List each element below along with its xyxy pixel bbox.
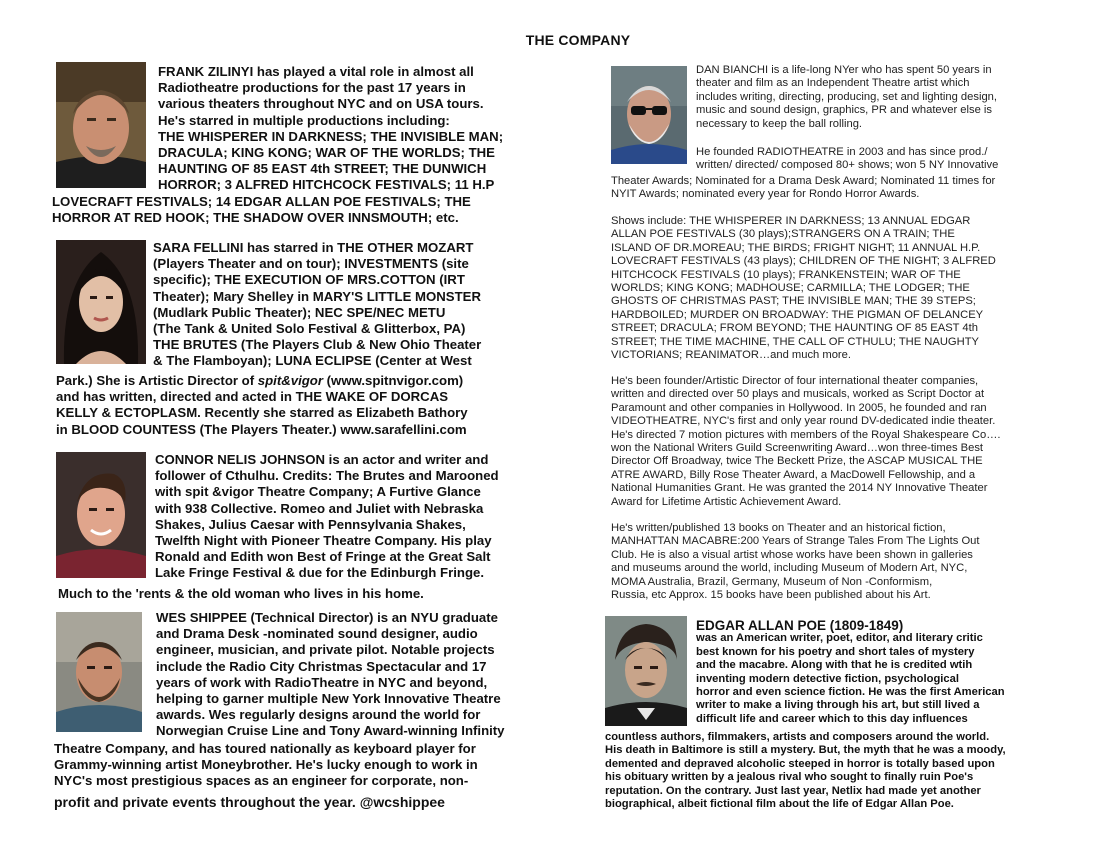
sara-fellini-bio: SARA FELLINI has starred in THE OTHER MOZART (Players Theater and on tour); INVESTMENTS (site specific); THE EXECUTION OF MRS.COTTON (IRT Theater); Mary Shelley in MARY'S LITTLE MONSTER (Mudlark Public Theater); NEC SPE/NEC METU (The Tank & United Solo Festival & Glitterbox, PA) THE BRUTES (The Players Club & New Ohio Theater & The Flamboyan); LUNA ECLIPSE (Center at West: [153, 240, 482, 369]
edgar-allan-poe-bio-continued: countless authors, filmmakers, artists and composers around the world. His death in Baltimore is still a mystery. But, the myth that he was a moody, demented and depraved alcoholic steeped in horror is totally based upon his obituary written by a jealous rival who sought to finally ruin Poe's reputation. On the contrary. Just last year, Netlix had made yet another biographical, albeit fictional film about the life of Edgar Allan Poe.: [605, 731, 1006, 811]
dan-bianchi-bio-awards: Theater Awards; Nominated for a Drama Desk Award; Nominated 11 times for NYIT Awards; nominated every year for Rondo Horror Awards.: [611, 175, 996, 201]
frank-zilinyi-bio: FRANK ZILINYI has played a vital role in almost all Radiotheatre productions for the past 17 years in various theaters throughout NYC and on USA tours. He's starred in multiple productions including: THE WHISPERER IN DARKNESS; THE INVISIBLE MAN; DRACULA; KING KONG; WAR OF THE WORLDS; THE HAUNTING OF 85 EAST 4th STREET; THE DUNWICH HORROR; 3 ALFRED HITCHCOCK FESTIVALS; 11 H.P: [158, 64, 504, 193]
wes-shippee-bio: WES SHIPPEE (Technical Director) is an NYU graduate and Drama Desk -nominated sound designer, audio engineer, musician, and private pilot. Notable projects include the Radio City Christmas Spectacular and 17 years of work with RadioTheatre in NYC and beyond, helping to garner multiple New York Innovative Theatre awards. Wes regularly designs around the world for Norwegian Cruise Line and Tony Award-winning Infinity: [156, 610, 505, 739]
wes-shippee-photo: [56, 612, 142, 732]
dan-bianchi-bio-shows: Shows include: THE WHISPERER IN DARKNESS; 13 ANNUAL EDGAR ALLAN POE FESTIVALS (30 plays);STRANGERS ON A TRAIN; THE ISLAND OF DR.MOREAU; THE BIRDS; FRIGHT NIGHT; 11 ANNUAL H.P. LOVECRAFT FESTIVALS (43 plays); CHILDREN OF THE NIGHT; 3 ALFRED HITCHCOCK FESTIVALS (10 plays); FRANKENSTEIN; WAR OF THE WORLDS; KING KONG; MADHOUSE; CARMILLA; THE LODGER; THE GHOSTS OF CHRISTMAS PAST; THE INVISIBLE MAN; THE 39 STEPS; HARDBOILED; MURDER ON BROADWAY: THE PIGMAN OF DELANCEY STREET; DRACULA; FROM BEYOND; THE HAUNTING OF 85 EAST 4th STREET; THE TIME MACHINE, THE CALL OF CTHULU; THE NAUGHTY VICTORIANS; REANIMATOR…and much more.: [611, 215, 996, 362]
dan-bianchi-bio-books: He's written/published 13 books on Theater and an historical fiction, MANHATTAN MACABRE:200 Years of Strange Tales From The Lights Out Club. He is also a visual artist whose works have been shown in galleries and museums around the world, including Museum of Modern Art, NYC, MOMA Australia, Brazil, Germany, Museum of Non -Conformism, Russia, etc Approx. 15 books have been published about his Art.: [611, 522, 980, 602]
dan-bianchi-bio-career: He's been founder/Artistic Director of four international theater companies, written and directed over 50 plays and musicals, worked as Script Doctor at Paramount and other companies in Hollywood. In 2005, he founded and ran VIDEOTHEATRE, NYC's first and only year round DV-dedicated indie theater. He's directed 7 motion pictures with members of the Royal Shakespeare Co…. won the National Writers Guild Screenwriting Award…won three-times Best Director Off Broadway, twice The Beckett Prize, the ASCAP MUSICAL THE ATRE AWARD, Billy Rose Theater Award, a MacDowell Fellowship, and a National Humanities Grant. He was granted the 2014 NY Innovative Theater Award for Lifetime Artistic Achievement Award.: [611, 375, 1001, 508]
dan-bianchi-bio-founded: He founded RADIOTHEATRE in 2003 and has since prod./ written/ directed/ composed 80+ shows; won 5 NY Innovative: [696, 146, 999, 172]
connor-nelis-johnson-photo: [56, 452, 146, 578]
sara-fellini-bio-continued: Park.) She is Artistic Director of spit&vigor (www.spitnvigor.com) and has written, directed and acted in THE WAKE OF DORCAS KELLY & ECTOPLASM. Recently she starred as Elizabeth Bathory in BLOOD COUNTESS (The Players Theater.) www.sarafellini.com: [56, 373, 468, 437]
frank-zilinyi-bio-continued: LOVECRAFT FESTIVALS; 14 EDGAR ALLAN POE FESTIVALS; THE HORROR AT RED HOOK; THE SHADOW OVER INNSMOUTH; etc.: [52, 194, 471, 226]
frank-zilinyi-photo: [56, 62, 146, 188]
connor-nelis-johnson-bio: CONNOR NELIS JOHNSON is an actor and writer and follower of Cthulhu. Credits: The Brutes and Marooned with spit &vigor Theatre Company; A Furtive Glance with 938 Collective. Romeo and Juliet with Nebraska Shakes, Julius Caesar with Pennsylvania Shakes, Twelfth Night with Pioneer Theatre Company. His play Ronald and Edith won Best of Fringe at the Great Salt Lake Fringe Festival & due for the Edinburgh Fringe.: [155, 452, 499, 581]
page-title: THE COMPANY: [525, 32, 631, 48]
dan-bianchi-photo: [611, 66, 687, 164]
edgar-allan-poe-photo: [605, 616, 687, 726]
dan-bianchi-bio-intro: DAN BIANCHI is a life-long NYer who has spent 50 years in theater and film as an Independent Theatre artist which includes writing, directing, producing, set and lighting design, music and sound design, graphics, PR and whatever else is necessary to keep the ball rolling.: [696, 64, 997, 130]
connor-nelis-johnson-bio-continued: Much to the 'rents & the old woman who lives in his home.: [58, 586, 424, 601]
wes-shippee-bio-continued: Theatre Company, and has toured nationally as keyboard player for Grammy-winning artist Moneybrother. He's lucky enough to work in NYC's most prestigious spaces as an engineer for corporate, non- profit and private events throughout the year. @wcshippee: [54, 741, 478, 810]
sara-fellini-photo: [56, 240, 146, 364]
edgar-allan-poe-name: EDGAR ALLAN POE (1809-1849): [696, 618, 904, 633]
edgar-allan-poe-bio: EDGAR ALLAN POE (1809-1849) was an American writer, poet, editor, and literary critic best known for his poetry and short tales of mystery and the macabre. Along with that he is credited wtih inventing modern detective fiction, psychological horror and even science fiction. He was the first American writer to make a living through his art, but still lived a difficult life and career which to this day influences: [696, 618, 1005, 725]
